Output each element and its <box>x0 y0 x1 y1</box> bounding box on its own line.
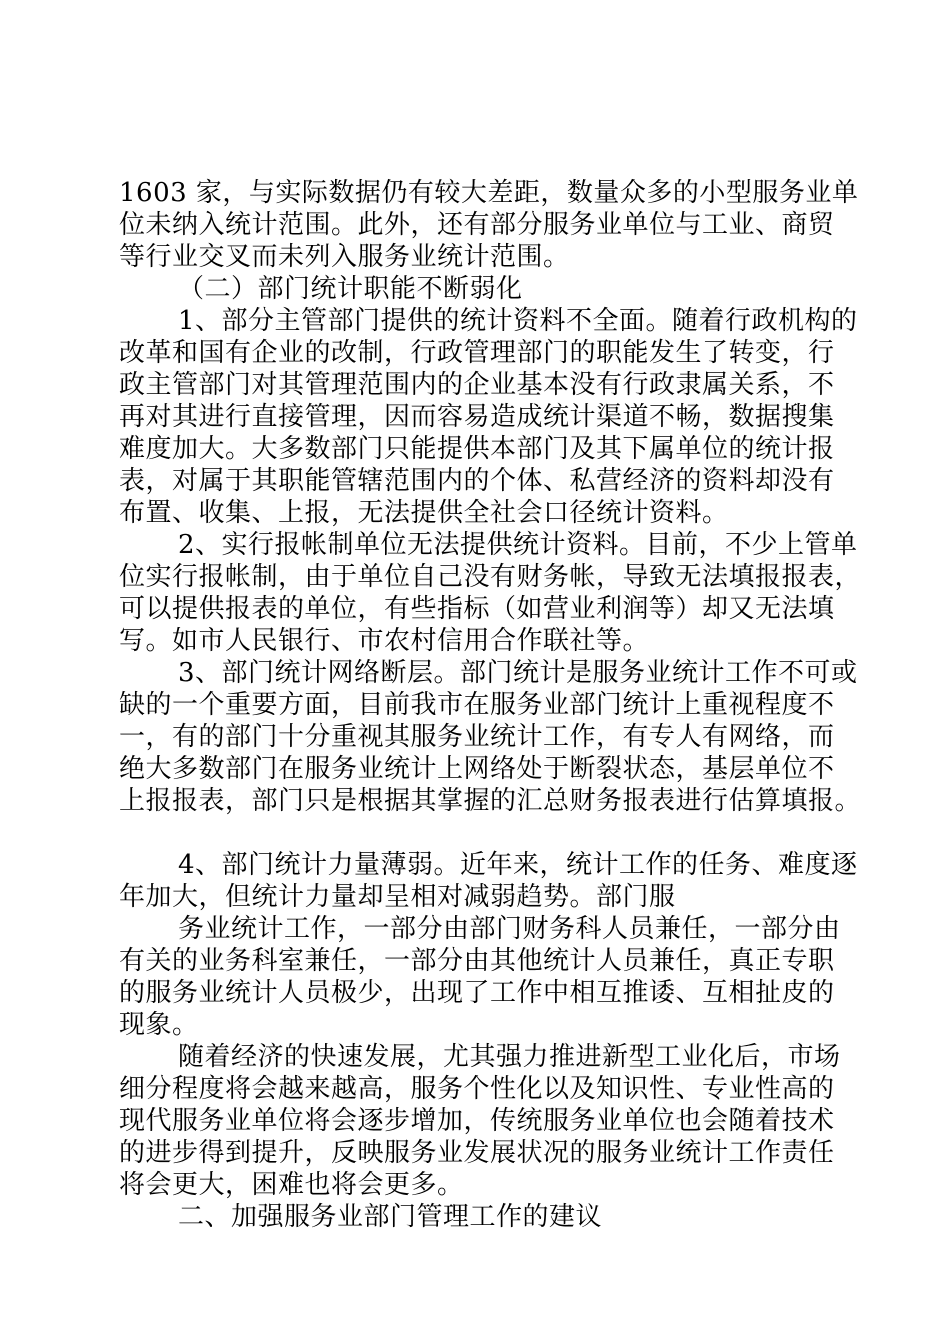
text-line: 位实行报帐制，由于单位自己没有财务帐，导致无法填报报表， <box>119 562 862 592</box>
text-line: 改革和国有企业的改制，行政管理部门的职能发生了转变，行 <box>119 338 835 368</box>
text-line: 将会更大，困难也将会更多。 <box>119 1170 464 1200</box>
text-line: 可以提供报表的单位，有些指标（如营业利润等）却又无法填 <box>119 594 835 624</box>
text-line: 有关的业务科室兼任，一部分由其他统计人员兼任，真正专职 <box>119 946 835 976</box>
text-line: 等行业交叉而未列入服务业统计范围。 <box>119 242 570 272</box>
text-line: 的服务业统计人员极少，出现了工作中相互推诿、互相扯皮的 <box>119 978 835 1008</box>
text-line: 缺的一个重要方面，目前我市在服务业部门统计上重视程度不 <box>119 690 835 720</box>
text-line: 上报报表，部门只是根据其掌握的汇总财务报表进行估算填报。 <box>119 786 862 816</box>
section-heading: 二、加强服务业部门管理工作的建议 <box>178 1202 603 1232</box>
text-line: 4、部门统计力量薄弱。近年来，统计工作的任务、难度逐 <box>178 850 858 880</box>
text-line: 一，有的部门十分重视其服务业统计工作，有专人有网络，而 <box>119 722 835 752</box>
section-heading: （二）部门统计职能不断弱化 <box>178 274 523 304</box>
text-line: 1、部分主管部门提供的统计资料不全面。随着行政机构的 <box>178 306 858 336</box>
text-line: 3、部门统计网络断层。部门统计是服务业统计工作不可或 <box>178 658 858 688</box>
text-line: 布置、收集、上报，无法提供全社会口径统计资料。 <box>119 498 729 528</box>
text-line: 年加大，但统计力量却呈相对减弱趋势。部门服 <box>119 882 676 912</box>
text-line: 难度加大。大多数部门只能提供本部门及其下属单位的统计报 <box>119 434 835 464</box>
text-line: 表，对属于其职能管辖范围内的个体、私营经济的资料却没有 <box>119 466 835 496</box>
text-line: 的进步得到提升，反映服务业发展状况的服务业统计工作责任 <box>119 1138 835 1168</box>
text-line: 细分程度将会越来越高，服务个性化以及知识性、专业性高的 <box>119 1074 835 1104</box>
text-line: 随着经济的快速发展，尤其强力推进新型工业化后，市场 <box>178 1042 841 1072</box>
text-line: 绝大多数部门在服务业统计上网络处于断裂状态，基层单位不 <box>119 754 835 784</box>
text-line: 务业统计工作，一部分由部门财务科人员兼任，一部分由 <box>178 914 841 944</box>
text-line: 2、实行报帐制单位无法提供统计资料。目前，不少上管单 <box>178 530 858 560</box>
text-line: 政主管部门对其管理范围内的企业基本没有行政隶属关系，不 <box>119 370 835 400</box>
text-line: 再对其进行直接管理，因而容易造成统计渠道不畅，数据搜集 <box>119 402 835 432</box>
text-line: 现代服务业单位将会逐步增加，传统服务业单位也会随着技术 <box>119 1106 835 1136</box>
text-line: 1603 家，与实际数据仍有较大差距，数量众多的小型服务业单 <box>119 178 859 208</box>
text-line: 写。如市人民银行、市农村信用合作联社等。 <box>119 626 650 656</box>
text-line: 位未纳入统计范围。此外，还有部分服务业单位与工业、商贸 <box>119 210 835 240</box>
text-line: 现象。 <box>119 1010 199 1040</box>
